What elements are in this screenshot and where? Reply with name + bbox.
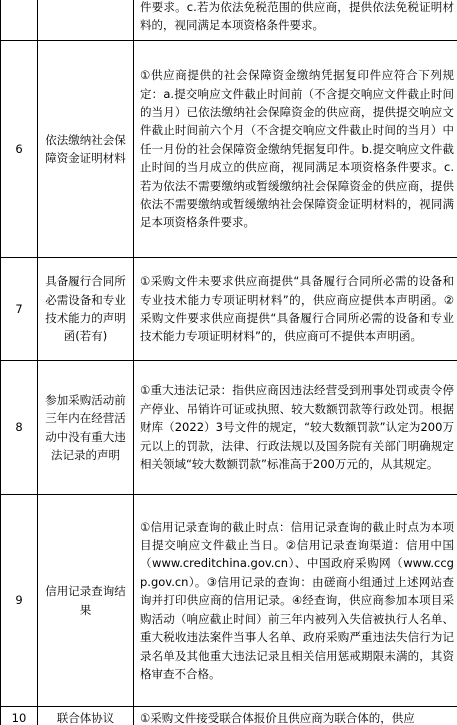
item-requirement: ①供应商提供的社会保障资金缴纳凭据复印件应符合下列规定：a.提交响应文件截止时间前（不含提交响应文件截止时间的当月）已依法缴纳社会保障资金的供应商，提供提交响应文件截止时间前六个月（不含提交响应文件截止时间的当月）中任一月份的社会保障资金缴纳凭据复印件。b.提交响应文件截止时间的当月成立的供应商，视同满足本项资格条件要求。c.若为依法不需要缴纳或暂缓缴纳社会保障资金的供应商，提供依法不需要缴纳或暂缓缴纳社会保障资金证明材料的，视同满足本项资格条件要求。	[134, 41, 457, 258]
item-name: 依法缴纳社会保障资金证明材料	[38, 41, 134, 258]
item-name: 参加采购活动前三年内在经营活动中没有重大违法记录的声明	[38, 361, 134, 495]
table-row	[1, 707, 457, 725]
item-name: 具备履行合同所必需设备和专业技术能力的声明函(若有)	[38, 258, 134, 361]
table-row	[1, 41, 457, 258]
table-row	[1, 0, 457, 41]
table-row	[1, 495, 457, 707]
table-row	[1, 258, 457, 361]
table-row	[1, 361, 457, 495]
row-number: 10	[1, 707, 38, 725]
row-number	[1, 0, 38, 41]
item-name	[38, 0, 134, 41]
item-requirement: ①采购文件未要求供应商提供“具备履行合同所必需的设备和专业技术能力专项证明材料”的，供应商应提供本声明函。②采购文件要求供应商提供“具备履行合同所必需的设备和专业技术能力专项证明材料”的，供应商可不提供本声明函。	[134, 258, 457, 361]
row-number: 7	[1, 258, 38, 361]
row-number: 8	[1, 361, 38, 495]
item-name: 联合体协议	[38, 707, 134, 725]
item-name: 信用记录查询结果	[38, 495, 134, 707]
item-requirement: ①信用记录查询的截止时点：信用记录查询的截止时点为本项目提交响应文件截止当日。②信用记录查询渠道：信用中国（www.creditchina.gov.cn）、中国政府采购网（www.ccgp.gov.cn）。③信用记录的查询：由磋商小组通过上述网站查询并打印供应商的信用记录。④经查询，供应商参加本项目采购活动（响应截止时间）前三年内被列入失信被执行人名单、重大税收违法案件当事人名单、政府采购严重违法失信行为记录名单及其他重大违法记录且相关信用惩戒期限未满的，其资格审查不合格。	[134, 495, 457, 707]
item-requirement: ①重大违法记录：指供应商因违法经营受到刑事处罚或责令停产停业、吊销许可证或执照、较大数额罚款等行政处罚。根据财库（2022）3号文件的规定，“较大数额罚款”认定为200万元以上的罚款，法律、行政法规以及国务院有关部门明确规定相关领域“较大数额罚款”标准高于200万元的，从其规定。	[134, 361, 457, 495]
row-number: 9	[1, 495, 38, 707]
row-number: 6	[1, 41, 38, 258]
item-requirement: 件要求。c.若为依法免税范围的供应商，提供依法免税证明材料的，视同满足本项资格条件要求。	[134, 0, 457, 41]
item-requirement: ①采购文件接受联合体报价且供应商为联合体的，供应	[134, 707, 457, 725]
